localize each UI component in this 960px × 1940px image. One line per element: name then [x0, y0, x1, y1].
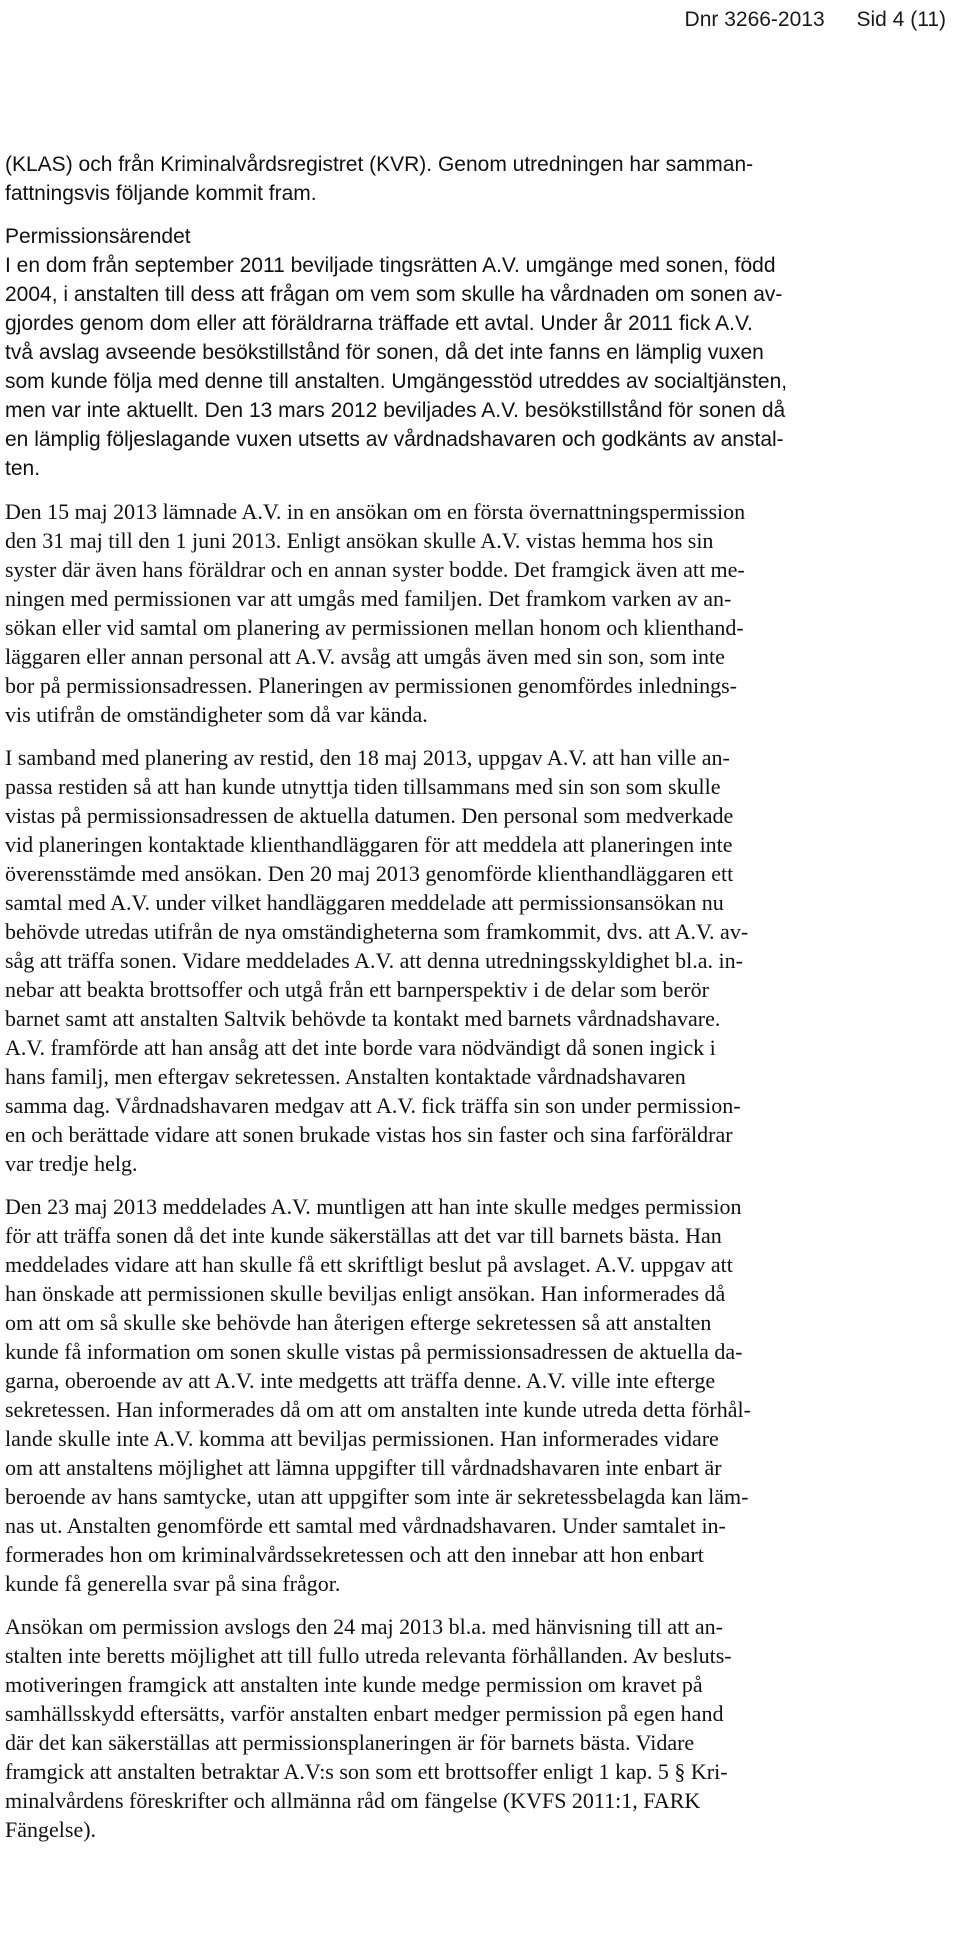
paragraph: [0, 251, 950, 483]
text-line: om att anstaltens möjlighet att lämna uppgifter till vårdnadshavaren inte enbart är: [5, 1455, 722, 1480]
text-line: hans familj, men eftergav sekretessen. Anstalten kontaktade vårdnadshavaren: [5, 1064, 686, 1089]
text-line: ten.: [5, 457, 41, 480]
text-line: vid planeringen kontaktade klienthandläggaren för att meddela att planeringen inte: [5, 832, 733, 857]
text-line: barnet samt att anstalten Saltvik behövde ta kontakt med barnets vårdnadshavare.: [5, 1006, 721, 1031]
document-body: [0, 150, 950, 1844]
text-line: kunde få information om sonen skulle vistas på permissionsadressen de aktuella da-: [5, 1339, 743, 1364]
text-line: samhällsskydd eftersätts, varför anstalten enbart medger permission på egen hand: [5, 1701, 724, 1726]
text-line: den 31 maj till den 1 juni 2013. Enligt ansökan skulle A.V. vistas hemma hos sin: [5, 528, 714, 553]
text-line: meddelades vidare att han skulle få ett skriftligt beslut på avslaget. A.V. uppgav att: [5, 1252, 733, 1277]
text-line: I en dom från september 2011 beviljade tingsrätten A.V. umgänge med sonen, född: [5, 254, 776, 277]
paragraph-gap: [0, 483, 950, 497]
text-line: där det kan säkerställas att permissionsplaneringen är för barnets bästa. Vidare: [5, 1730, 695, 1755]
text-line: fattningsvis följande kommit fram.: [5, 182, 317, 205]
text-line: stalten inte beretts möjlighet att till fullo utreda relevanta förhållanden. Av besluts-: [5, 1643, 732, 1668]
text-line: en lämplig följeslagande vuxen utsetts av vårdnadshavaren och godkänts av anstal-: [5, 428, 784, 451]
section-heading: [0, 222, 950, 251]
text-line: Ansökan om permission avslogs den 24 maj 2013 bl.a. med hänvisning till att an-: [5, 1614, 723, 1639]
text-line: Den 15 maj 2013 lämnade A.V. in en ansökan om en första övernattningspermission: [5, 499, 746, 524]
text-line: kunde få generella svar på sina frågor.: [5, 1571, 341, 1596]
text-line: vis utifrån de omständigheter som då var kända.: [5, 702, 428, 727]
text-line: sekretessen. Han informerades då om att om anstalten inte kunde utreda detta förhål-: [5, 1397, 751, 1422]
text-line: sökan eller vid samtal om planering av permissionen mellan honom och klienthand-: [5, 615, 744, 640]
text-line: två avslag avseende besökstillstånd för sonen, då det inte fanns en lämplig vuxen: [5, 341, 764, 364]
text-line: syster där även hans föräldrar och en annan syster bodde. Det framgick även att me-: [5, 557, 745, 582]
text-line: han önskade att permissionen skulle beviljas enligt ansökan. Han informerades då: [5, 1281, 726, 1306]
paragraph-gap: [0, 1178, 950, 1192]
paragraph: [0, 1612, 950, 1844]
document-number: Dnr 3266-2013: [684, 8, 825, 31]
text-line: gjordes genom dom eller att föräldrarna träffade ett avtal. Under år 2011 fick A.V.: [5, 312, 753, 335]
paragraph-gap: [0, 208, 950, 222]
paragraph: [0, 1192, 950, 1598]
text-line: om att om så skulle ske behövde han återigen efterge sekretessen så att anstalten: [5, 1310, 712, 1335]
text-line: passa restiden så att han kunde utnyttja tiden tillsammans med sin son som skulle: [5, 774, 721, 799]
text-line: A.V. framförde att han ansåg att det inte borde vara nödvändigt då sonen ingick i: [5, 1035, 716, 1060]
text-line: en och berättade vidare att sonen brukade vistas hos sin faster och sina farföräldrar: [5, 1122, 733, 1147]
page-header: [685, 8, 946, 32]
text-line: samma dag. Vårdnadshavaren medgav att A.V. fick träffa sin son under permission-: [5, 1093, 741, 1118]
text-line: beroende av hans samtycke, utan att uppgifter som inte är sekretessbelagda kan läm-: [5, 1484, 749, 1509]
text-line: ningen med permissionen var att umgås med familjen. Det framkom varken av an-: [5, 586, 732, 611]
text-line: nas ut. Anstalten genomförde ett samtal med vårdnadshavaren. Under samtalet in-: [5, 1513, 726, 1538]
text-line: men var inte aktuellt. Den 13 mars 2012 beviljades A.V. besökstillstånd för sonen då: [5, 399, 786, 422]
text-line: såg att träffa sonen. Vidare meddelades A.V. att denna utredningsskyldighet bl.a. in-: [5, 948, 743, 973]
text-line: 2004, i anstalten till dess att frågan om vem som skulle ha vårdnaden om sonen av-: [5, 283, 783, 306]
text-line: som kunde följa med denne till anstalten. Umgängesstöd utreddes av socialtjänsten,: [5, 370, 788, 393]
text-line: nebar att beakta brottsoffer och utgå från ett barnperspektiv i de delar som berör: [5, 977, 709, 1002]
text-line: överensstämde med ansökan. Den 20 maj 2013 genomförde klienthandläggaren ett: [5, 861, 734, 886]
paragraph: [0, 743, 950, 1178]
paragraph-gap: [0, 1598, 950, 1612]
text-line: Fängelse).: [5, 1817, 97, 1842]
text-line: bor på permissionsadressen. Planeringen av permissionen genomfördes inlednings-: [5, 673, 737, 698]
text-line: var tredje helg.: [5, 1151, 138, 1176]
text-line: I samband med planering av restid, den 18 maj 2013, uppgav A.V. att han ville an-: [5, 745, 730, 770]
text-line: framgick att anstalten betraktar A.V:s son som ett brottsoffer enligt 1 kap. 5 § Kri-: [5, 1759, 728, 1784]
text-line: garna, oberoende av att A.V. inte medgetts att träffa denne. A.V. ville inte efterge: [5, 1368, 716, 1393]
text-line: vistas på permissionsadressen de aktuella datumen. Den personal som medverkade: [5, 803, 734, 828]
text-line: (KLAS) och från Kriminalvårdsregistret (KVR). Genom utredningen har samman-: [5, 153, 754, 176]
text-line: Permissionsärendet: [5, 225, 191, 248]
text-line: formerades hon om kriminalvårdssekretessen och att den innebar att hon enbart: [5, 1542, 704, 1567]
text-line: för att träffa sonen då det inte kunde säkerställas att det var till barnets bästa. Han: [5, 1223, 722, 1248]
text-line: motiveringen framgick att anstalten inte kunde medge permission om kravet på: [5, 1672, 703, 1697]
text-line: behövde utredas utifrån de nya omständigheterna som framkommit, dvs. att A.V. av-: [5, 919, 749, 944]
text-line: läggaren eller annan personal att A.V. avsåg att umgås även med sin son, som inte: [5, 644, 725, 669]
text-line: minalvårdens föreskrifter och allmänna råd om fängelse (KVFS 2011:1, FARK: [5, 1788, 701, 1813]
text-line: samtal med A.V. under vilket handläggaren meddelade att permissionsansökan nu: [5, 890, 724, 915]
paragraph: [0, 497, 950, 729]
paragraph-gap: [0, 729, 950, 743]
text-line: lande skulle inte A.V. komma att beviljas permissionen. Han informerades vidare: [5, 1426, 719, 1451]
paragraph: [0, 150, 950, 208]
page-number: Sid 4 (11): [856, 8, 946, 31]
text-line: Den 23 maj 2013 meddelades A.V. muntligen att han inte skulle medges permission: [5, 1194, 742, 1219]
